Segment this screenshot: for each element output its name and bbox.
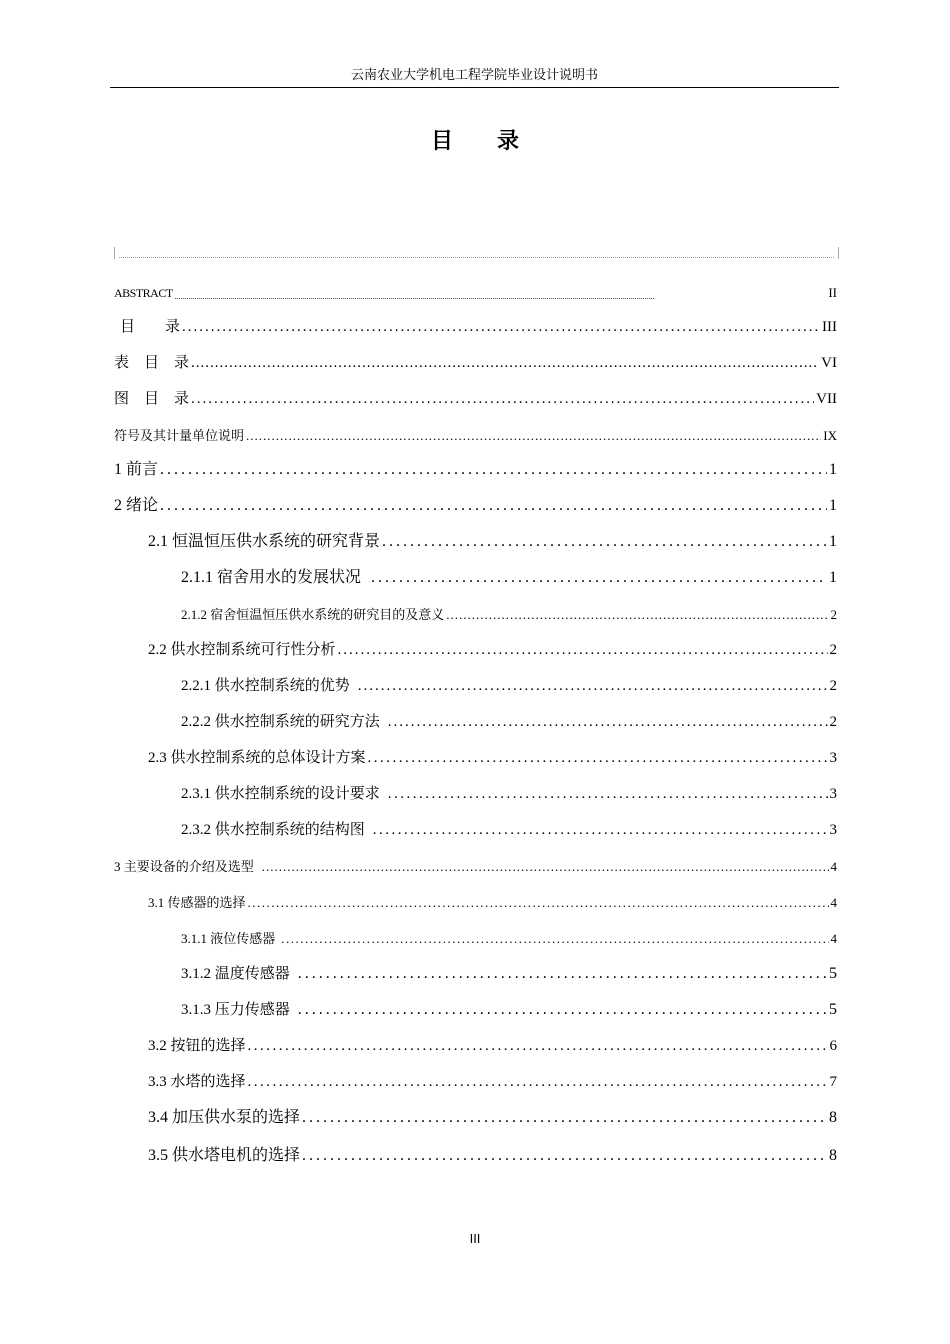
toc-entry-2-3-2[interactable] [181,817,837,839]
toc-page: 6 [829,1038,837,1054]
toc-label: 2.2.2 供水控制系统的研究方法 [181,714,380,730]
toc-label: 符号及其计量单位说明 [114,428,245,443]
toc-label: 3.3 水塔的选择 [148,1074,246,1090]
toc-page: 8 [829,1147,837,1164]
toc-page: 2 [829,678,837,694]
toc-entry-contents[interactable] [114,314,837,336]
toc-label: 2.2.1 供水控制系统的优势 [181,678,350,694]
toc-leader [368,750,828,767]
toc-leader [388,714,828,731]
toc-page: 8 [829,1109,837,1126]
toc-entry-2-2-1[interactable] [181,673,837,695]
toc-page: 2 [829,642,837,658]
toc-label: 3.4 加压供水泵的选择 [148,1109,301,1126]
toc-label: 2.2 供水控制系统可行性分析 [148,642,336,658]
toc-leader [302,1109,827,1127]
toc-page: 5 [829,1001,837,1018]
toc-label: 目 录 [120,319,181,335]
toc-page: 3 [829,786,837,802]
toc-entry-3-1-2[interactable] [181,961,837,983]
toc-leader [371,569,827,587]
toc-label: 2.1 恒温恒压供水系统的研究背景 [148,533,381,550]
toc-entry-3-1-1[interactable] [181,925,837,947]
toc-entry-ch2[interactable] [114,493,837,515]
toc-page: 3 [829,750,837,766]
toc-leader [281,931,828,947]
toc-page: 1 [829,497,837,514]
toc-leader [262,859,829,875]
toc-leader [338,642,828,659]
toc-entry-3-1-3[interactable] [181,997,837,1019]
toc-leader [388,786,828,803]
toc-label: 2.3.2 供水控制系统的结构图 [181,822,365,838]
toc-entry-3-4[interactable] [148,1105,837,1127]
toc-entry-2-2-2[interactable] [181,709,837,731]
toc-label: 3.2 按钮的选择 [148,1038,246,1054]
toc-page: 4 [830,931,837,946]
toc-leader [373,822,828,839]
toc-entry-3-5[interactable] [148,1143,837,1165]
toc-label: 3.1 传感器的选择 [148,895,246,910]
toc-entry-figures[interactable] [114,386,837,408]
page-header: 云南农业大学机电工程学院毕业设计说明书 [350,67,598,82]
toc-label: 3.1.1 液位传感器 [181,931,276,946]
toc-page: II [828,285,837,300]
toc-label: 3.1.2 温度传感器 [181,966,290,982]
toc-entry-tables[interactable] [114,350,837,372]
toc-page: 4 [830,895,837,910]
toc-entry-abstract[interactable] [114,279,837,301]
toc-label: 2 绪论 [114,497,159,514]
toc-leader [248,1038,828,1055]
toc-entry-2-3-1[interactable] [181,781,837,803]
toc-label: 2.3.1 供水控制系统的设计要求 [181,786,380,802]
toc-page: 3 [829,822,837,838]
toc-leader [175,292,827,301]
toc-entry-3-2[interactable] [148,1033,837,1055]
toc-page: 2 [830,607,837,622]
toc-page: 2 [829,714,837,730]
toc-leader [382,533,827,551]
toc-page: IX [823,428,837,443]
toc-page: 1 [829,569,837,586]
toc-label: 1 前言 [114,461,159,478]
toc-label: 2.1.1 宿舍用水的发展状况 [181,569,362,586]
toc-label: 2.3 供水控制系统的总体设计方案 [148,750,366,766]
toc-entry-2-1[interactable] [148,529,837,551]
toc-leader [191,355,819,372]
toc-page: 5 [829,965,837,982]
toc-label: 3 主要设备的介绍及选型 [114,859,254,874]
toc-leader [160,461,827,479]
toc-leader [302,1147,827,1165]
toc-entry-2-1-2[interactable] [181,601,837,623]
toc-label: 3.5 供水塔电机的选择 [148,1147,301,1164]
toc-entry-ch3[interactable] [114,853,837,875]
toc-entry-ch1[interactable] [114,457,837,479]
toc-label: 3.1.3 压力传感器 [181,1002,290,1018]
toc-leader [298,1001,827,1019]
toc-page: VII [816,391,837,407]
toc-entry-3-3[interactable] [148,1069,837,1091]
toc-page: 1 [829,461,837,478]
toc-label: ABSTRACT [114,286,173,300]
toc-page: III [822,319,837,335]
toc-label: 图 目 录 [114,391,190,407]
toc-leader [248,1074,828,1091]
toc-leader [446,607,828,623]
toc-field-marker [114,247,839,259]
header-rule [110,87,839,88]
toc-leader [246,428,821,444]
page-number: III [469,1231,481,1246]
toc-leader [298,965,827,983]
toc-entry-2-2[interactable] [148,637,837,659]
toc-page: VI [821,355,837,371]
toc-page: 7 [829,1074,837,1090]
toc-leader [191,391,814,408]
page-title: 目录 [430,129,563,154]
toc-page: 4 [830,859,837,874]
toc-entry-symbols[interactable] [114,422,837,444]
toc-leader [160,497,827,515]
toc-label: 表 目 录 [114,355,190,371]
toc-entry-2-1-1[interactable] [181,565,837,587]
toc-leader [248,895,829,911]
toc-leader [358,678,828,695]
toc-entry-2-3[interactable] [148,745,837,767]
toc-leader [182,319,820,336]
toc-page: 1 [829,533,837,550]
toc-label: 2.1.2 宿舍恒温恒压供水系统的研究目的及意义 [181,607,445,622]
toc-entry-3-1[interactable] [148,889,837,911]
